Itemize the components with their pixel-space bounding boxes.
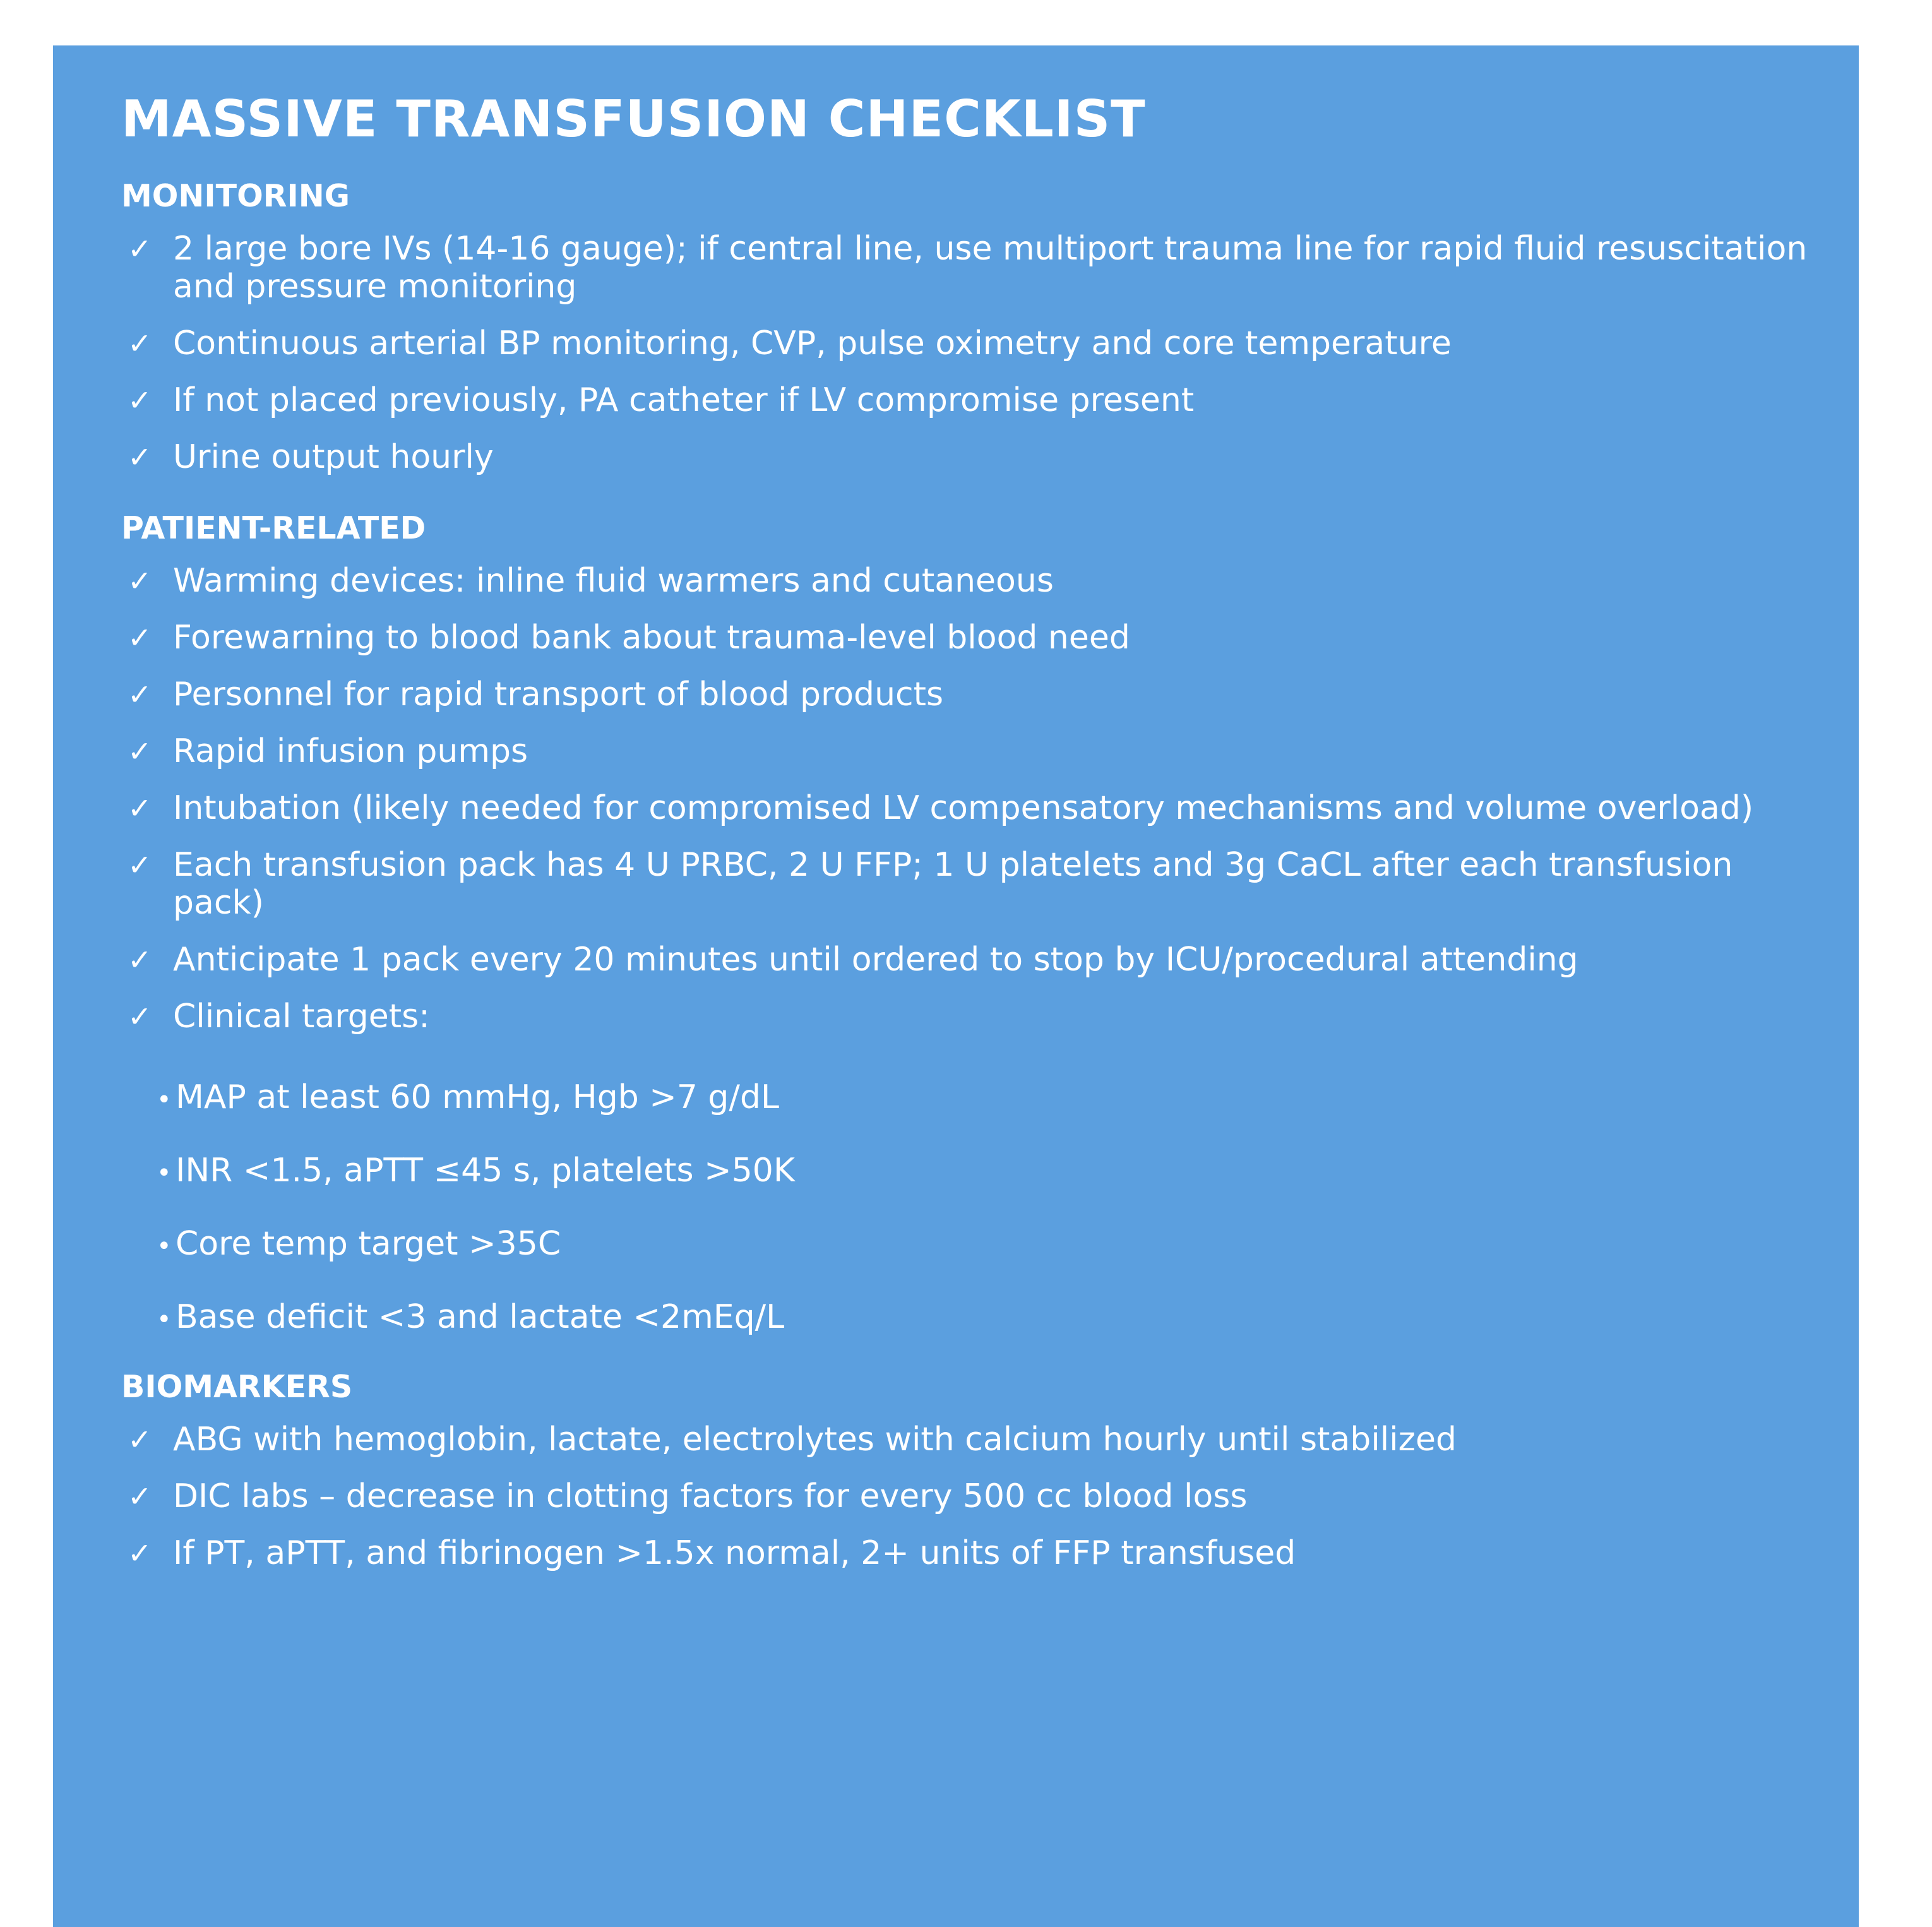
- clinical-target-item: [157, 1298, 1826, 1339]
- checklist-panel: [53, 45, 1859, 1927]
- check-item: [121, 732, 1826, 770]
- check-item-text: Clinical targets:: [173, 998, 430, 1035]
- check-item-text: Each transfusion pack has 4 U PRBC, 2 U FFP; 1 U platelets and 3g CaCL after each transfusion pack): [173, 846, 1733, 922]
- check-item-text: Anticipate 1 pack every 20 minutes until ordered to stop by ICU/procedural attending: [173, 941, 1578, 979]
- check-item: [121, 619, 1826, 657]
- check-item-text: Personnel for rapid transport of blood products: [173, 676, 944, 713]
- check-list: [121, 562, 1826, 1035]
- check-icon: ✓: [128, 791, 152, 825]
- check-icon: ✓: [128, 1479, 152, 1513]
- check-icon: ✓: [128, 734, 152, 768]
- check-item-text: ABG with hemoglobin, lactate, electrolytes with calcium hourly until stabilized: [173, 1421, 1457, 1459]
- check-item-text: Forewarning to blood bank about trauma-level blood need: [173, 619, 1130, 657]
- clinical-targets-list: [121, 1078, 1826, 1339]
- clinical-target-item: [157, 1152, 1826, 1192]
- check-icon: ✓: [128, 564, 152, 598]
- check-item-text: Continuous arterial BP monitoring, CVP, pulse oximetry and core temperature: [173, 325, 1452, 362]
- check-item-text: Warming devices: inline fluid warmers and cutaneous: [173, 562, 1054, 600]
- check-item-text: If not placed previously, PA catheter if LV compromise present: [173, 381, 1195, 419]
- clinical-target-item: [157, 1225, 1826, 1265]
- check-icon: ✓: [128, 383, 152, 417]
- clinical-target-text: Base deficit <3 and lactate <2mEq/L: [176, 1298, 785, 1336]
- check-item: [121, 1421, 1826, 1459]
- check-item-text: DIC labs – decrease in clotting factors for every 500 cc blood loss: [173, 1477, 1248, 1515]
- check-item-text: Urine output hourly: [173, 438, 494, 476]
- page-title: MASSIVE TRANSFUSION CHECKLIST: [121, 90, 1146, 148]
- check-icon: ✓: [128, 621, 152, 655]
- check-icon: ✓: [128, 1536, 152, 1570]
- check-item: [121, 789, 1826, 827]
- check-item: [121, 998, 1826, 1035]
- clinical-target-text: Core temp target >35C: [176, 1225, 561, 1263]
- section-monitoring: [121, 176, 1826, 476]
- bullet-icon: •: [157, 1232, 172, 1261]
- check-list: [121, 1421, 1826, 1572]
- bullet-icon: •: [157, 1085, 172, 1114]
- checklist-content: [121, 77, 1826, 1572]
- check-item-text: Intubation (likely needed for compromised LV compensatory mechanisms and volume overload): [173, 789, 1754, 827]
- check-item: [121, 438, 1826, 476]
- check-item-text: If PT, aPTT, and fibrinogen >1.5x normal, 2+ units of FFP transfused: [173, 1534, 1296, 1572]
- section-heading: PATIENT-RELATED: [121, 510, 426, 546]
- bullet-icon: •: [157, 1305, 172, 1334]
- check-item: [121, 676, 1826, 713]
- check-list: [121, 230, 1826, 476]
- check-icon: ✓: [128, 232, 152, 266]
- check-item: [121, 1534, 1826, 1572]
- check-icon: ✓: [128, 943, 152, 977]
- check-icon: ✓: [128, 440, 152, 474]
- check-item-text: 2 large bore IVs (14-16 gauge); if central line, use multiport trauma line for rapid fluid resuscitation and pressure monitoring: [173, 230, 1808, 306]
- bullet-icon: •: [157, 1159, 172, 1188]
- check-icon: ✓: [128, 1423, 152, 1457]
- section-heading: BIOMARKERS: [121, 1369, 353, 1405]
- clinical-target-item: [157, 1078, 1826, 1119]
- check-item-text: Rapid infusion pumps: [173, 732, 528, 770]
- check-item: [121, 846, 1826, 922]
- section-biomarkers: [121, 1366, 1826, 1572]
- check-item: [121, 941, 1826, 979]
- clinical-target-text: MAP at least 60 mmHg, Hgb >7 g/dL: [176, 1078, 779, 1116]
- check-item: [121, 562, 1826, 600]
- clinical-target-text: INR <1.5, aPTT ≤45 s, platelets >50K: [176, 1152, 795, 1190]
- check-item: [121, 381, 1826, 419]
- check-item: [121, 1477, 1826, 1515]
- check-icon: ✓: [128, 999, 152, 1034]
- check-icon: ✓: [128, 326, 152, 361]
- check-icon: ✓: [128, 848, 152, 882]
- check-icon: ✓: [128, 677, 152, 712]
- section-patient-related: [121, 508, 1826, 1339]
- check-item: [121, 230, 1826, 306]
- check-item: [121, 325, 1826, 362]
- section-heading: MONITORING: [121, 178, 350, 214]
